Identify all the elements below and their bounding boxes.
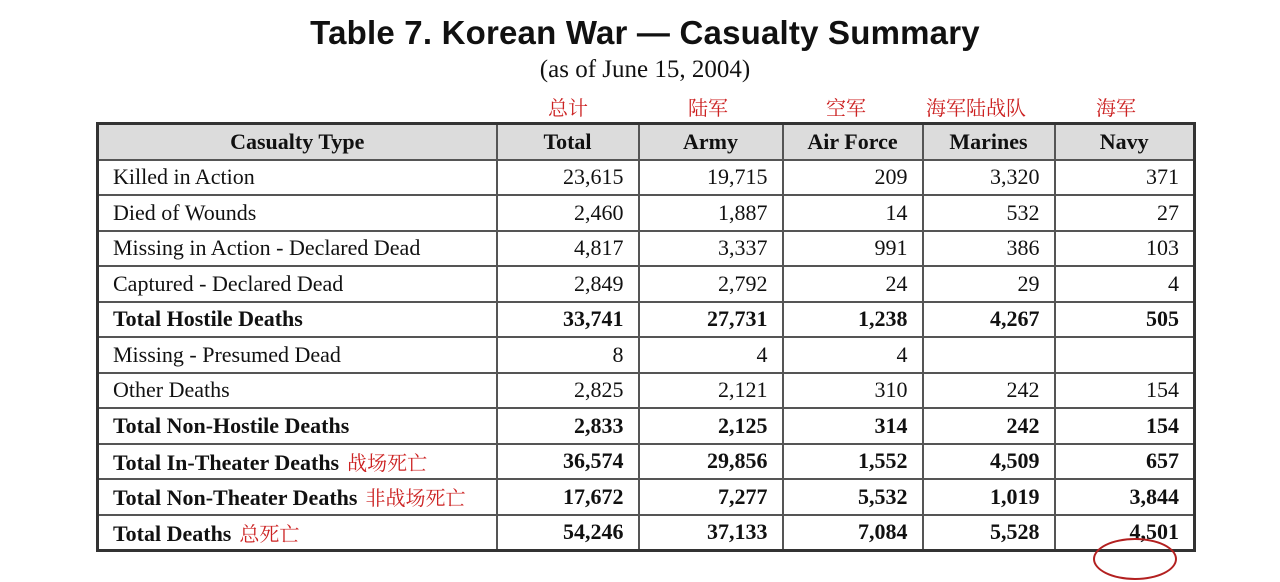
cell-army: 19,715 bbox=[639, 160, 783, 196]
cell-total: 4,817 bbox=[497, 231, 639, 267]
row-label-cell bbox=[98, 373, 497, 409]
column-note-army: 陆军 bbox=[688, 96, 728, 120]
row-label-cell bbox=[98, 408, 497, 444]
header-air-force: Air Force bbox=[783, 124, 923, 160]
table-row bbox=[98, 160, 1195, 196]
table-row bbox=[98, 195, 1195, 231]
cell-navy: 505 bbox=[1055, 302, 1195, 338]
row-label-cell bbox=[98, 302, 497, 338]
cell-navy: 4 bbox=[1055, 266, 1195, 302]
row-note: 总死亡 bbox=[239, 521, 300, 546]
table-body bbox=[98, 160, 1195, 551]
cell-total: 8 bbox=[497, 337, 639, 373]
row-label-cell bbox=[98, 195, 497, 231]
cell-navy: 27 bbox=[1055, 195, 1195, 231]
header-navy: Navy bbox=[1055, 124, 1195, 160]
header-total: Total bbox=[497, 124, 639, 160]
cell-air-force: 4 bbox=[783, 337, 923, 373]
cell-total: 23,615 bbox=[497, 160, 639, 196]
table-row bbox=[98, 444, 1195, 480]
row-label: Other Deaths bbox=[113, 377, 230, 403]
cell-total: 54,246 bbox=[497, 515, 639, 551]
cell-air-force: 5,532 bbox=[783, 479, 923, 515]
casualty-table bbox=[96, 122, 1196, 552]
cell-air-force: 14 bbox=[783, 195, 923, 231]
header-marines: Marines bbox=[923, 124, 1055, 160]
cell-army: 7,277 bbox=[639, 479, 783, 515]
row-label: Total Hostile Deaths bbox=[113, 306, 303, 332]
row-label-cell bbox=[98, 231, 497, 267]
column-note-navy: 海军 bbox=[1096, 96, 1136, 120]
cell-army: 37,133 bbox=[639, 515, 783, 551]
table-row bbox=[98, 302, 1195, 338]
table-row bbox=[98, 408, 1195, 444]
cell-navy: 154 bbox=[1055, 408, 1195, 444]
cell-marines: 3,320 bbox=[923, 160, 1055, 196]
cell-navy: 657 bbox=[1055, 444, 1195, 480]
cell-air-force: 991 bbox=[783, 231, 923, 267]
row-note: 战场死亡 bbox=[347, 450, 428, 475]
header-army: Army bbox=[639, 124, 783, 160]
row-note: 非战场死亡 bbox=[365, 486, 466, 511]
row-label: Captured - Declared Dead bbox=[113, 270, 344, 296]
cell-army: 4 bbox=[639, 337, 783, 373]
cell-total: 2,849 bbox=[497, 266, 639, 302]
row-label: Missing - Presumed Dead bbox=[113, 341, 341, 367]
header-casualty-type: Casualty Type bbox=[98, 124, 497, 160]
row-label-cell bbox=[98, 266, 497, 302]
cell-total: 17,672 bbox=[497, 479, 639, 515]
row-label-cell bbox=[98, 515, 497, 551]
table-row bbox=[98, 266, 1195, 302]
cell-total: 2,833 bbox=[497, 408, 639, 444]
row-label: Total Deaths bbox=[113, 520, 232, 546]
highlight-circle bbox=[1093, 538, 1177, 580]
table-row bbox=[98, 373, 1195, 409]
cell-navy: 371 bbox=[1055, 160, 1195, 196]
row-label-cell bbox=[98, 479, 497, 515]
row-label: Died of Wounds bbox=[113, 199, 257, 225]
cell-total: 2,825 bbox=[497, 373, 639, 409]
cell-marines: 532 bbox=[923, 195, 1055, 231]
cell-army: 2,121 bbox=[639, 373, 783, 409]
cell-total: 33,741 bbox=[497, 302, 639, 338]
cell-total: 36,574 bbox=[497, 444, 639, 480]
cell-air-force: 310 bbox=[783, 373, 923, 409]
cell-navy bbox=[1055, 337, 1195, 373]
table-row bbox=[98, 337, 1195, 373]
cell-army: 2,125 bbox=[639, 408, 783, 444]
cell-marines: 4,509 bbox=[923, 444, 1055, 480]
cell-marines: 4,267 bbox=[923, 302, 1055, 338]
cell-air-force: 7,084 bbox=[783, 515, 923, 551]
table-row bbox=[98, 515, 1195, 551]
cell-air-force: 209 bbox=[783, 160, 923, 196]
cell-army: 29,856 bbox=[639, 444, 783, 480]
row-label-cell bbox=[98, 444, 497, 480]
cell-air-force: 24 bbox=[783, 266, 923, 302]
table-header-row bbox=[98, 124, 1195, 160]
cell-marines: 29 bbox=[923, 266, 1055, 302]
table-subtitle: (as of June 15, 2004) bbox=[539, 56, 751, 83]
row-label-cell bbox=[98, 337, 497, 373]
cell-air-force: 1,552 bbox=[783, 444, 923, 480]
row-label: Total In-Theater Deaths bbox=[113, 449, 340, 475]
cell-marines: 386 bbox=[923, 231, 1055, 267]
row-label: Killed in Action bbox=[113, 164, 255, 190]
cell-marines: 1,019 bbox=[923, 479, 1055, 515]
cell-army: 3,337 bbox=[639, 231, 783, 267]
cell-marines bbox=[923, 337, 1055, 373]
cell-air-force: 314 bbox=[783, 408, 923, 444]
row-label: Total Non-Hostile Deaths bbox=[113, 412, 350, 438]
cell-navy: 103 bbox=[1055, 231, 1195, 267]
cell-air-force: 1,238 bbox=[783, 302, 923, 338]
cell-marines: 242 bbox=[923, 408, 1055, 444]
cell-navy: 4,501 bbox=[1055, 515, 1195, 551]
cell-marines: 5,528 bbox=[923, 515, 1055, 551]
table-row bbox=[98, 479, 1195, 515]
column-note-total: 总计 bbox=[548, 96, 588, 120]
table-row bbox=[98, 231, 1195, 267]
column-note-marines: 海军陆战队 bbox=[926, 96, 1026, 120]
cell-navy: 154 bbox=[1055, 373, 1195, 409]
column-note-airforce: 空军 bbox=[826, 96, 866, 120]
row-label: Total Non-Theater Deaths bbox=[113, 485, 358, 511]
cell-army: 1,887 bbox=[639, 195, 783, 231]
cell-total: 2,460 bbox=[497, 195, 639, 231]
cell-marines: 242 bbox=[923, 373, 1055, 409]
cell-army: 27,731 bbox=[639, 302, 783, 338]
table-title: Table 7. Korean War — Casualty Summary bbox=[310, 14, 980, 51]
row-label: Missing in Action - Declared Dead bbox=[113, 235, 421, 261]
cell-navy: 3,844 bbox=[1055, 479, 1195, 515]
cell-army: 2,792 bbox=[639, 266, 783, 302]
row-label-cell bbox=[98, 160, 497, 196]
